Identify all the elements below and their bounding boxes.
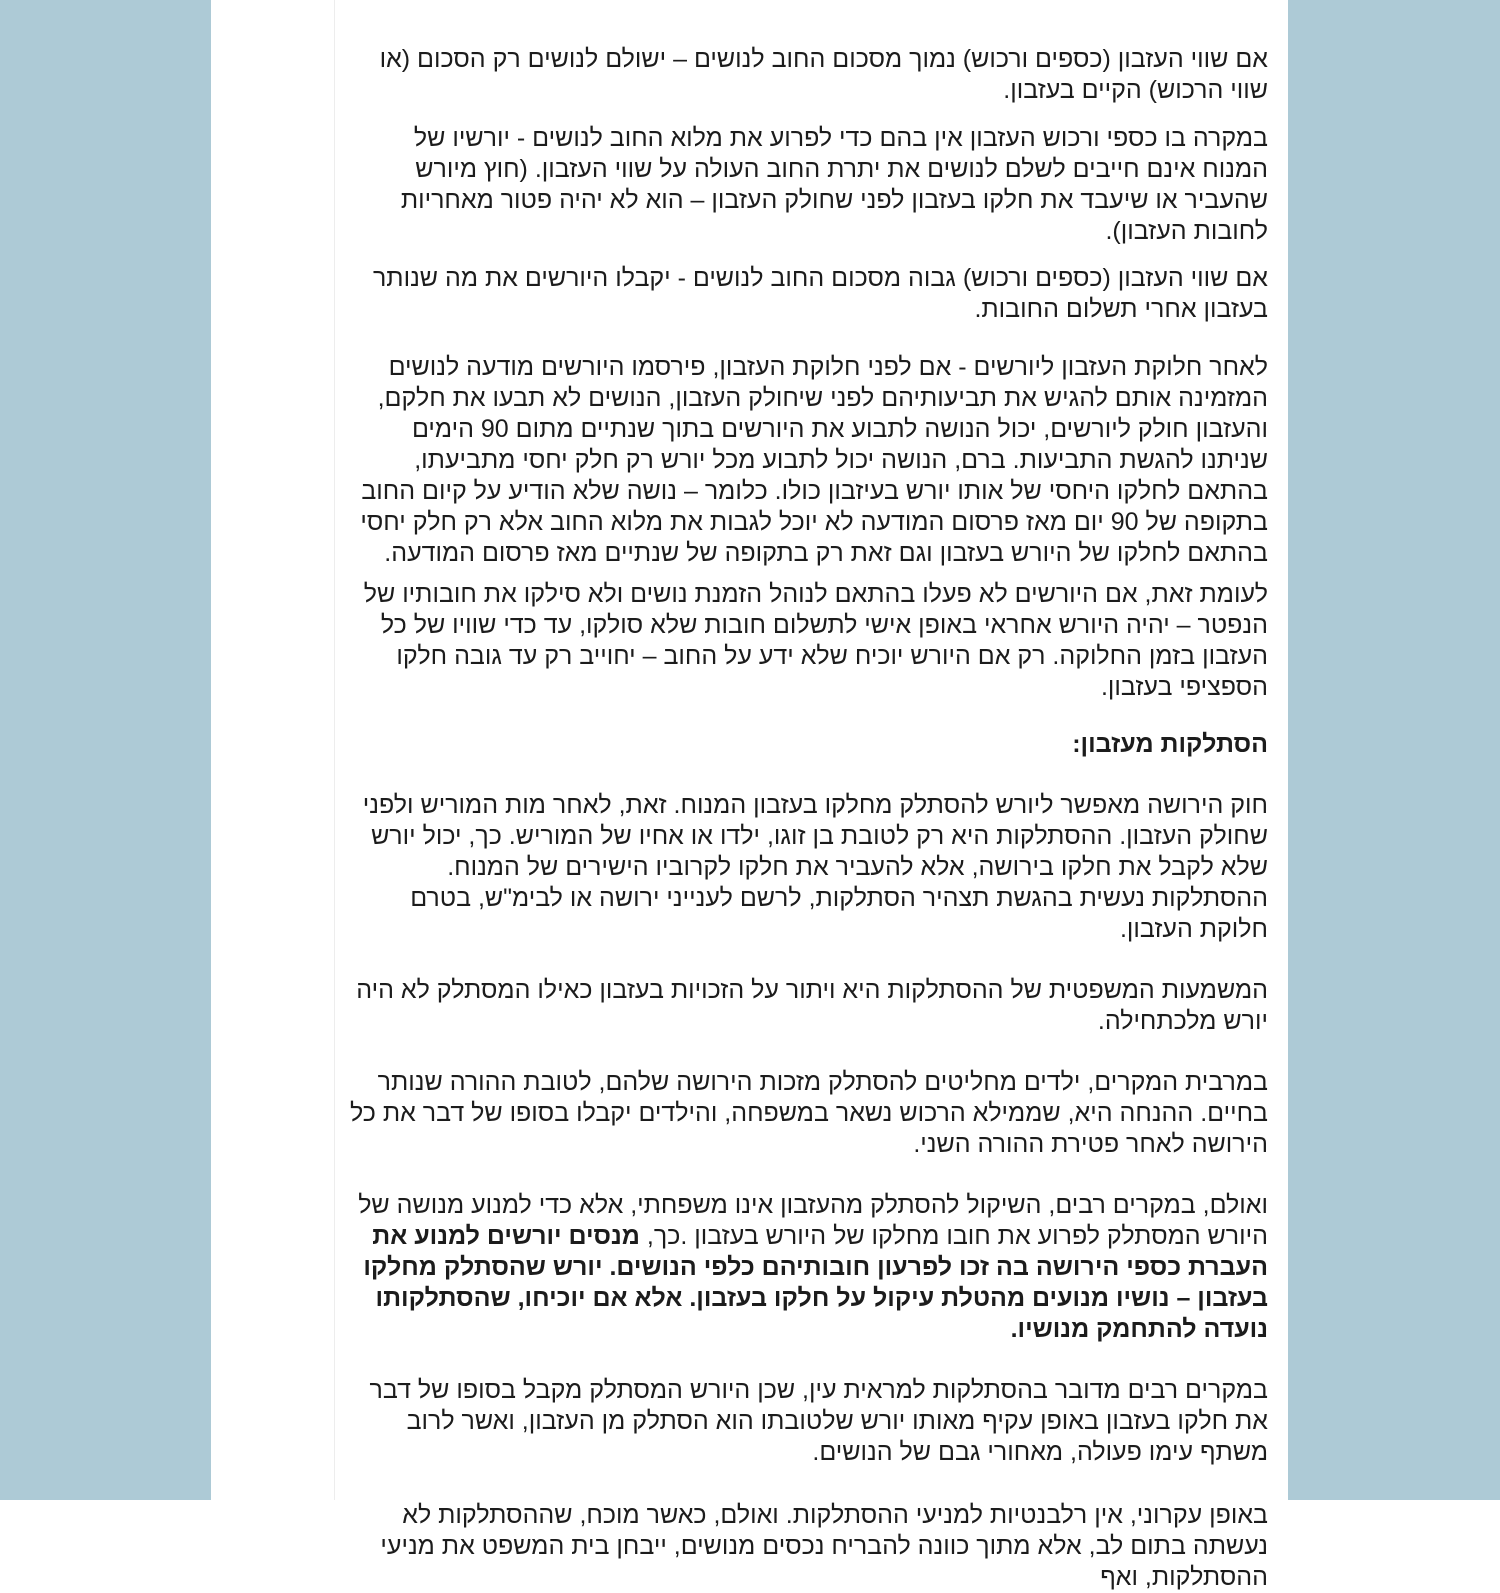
paragraph-legal-meaning: המשמעות המשפטית של ההסתלקות היא ויתור על הזכויות בעזבון כאילו המסתלק לא היה יורש מלכתחילה.	[356, 976, 1268, 1035]
paragraph-estate-value-high: אם שווי העזבון (כספים ורכוש) גבוה מסכום החוב לנושים - יקבלו היורשים את מה שנותר בעזבון אחרי תשלום החובות.	[372, 264, 1268, 323]
paragraph-sham-withdrawal: במקרים רבים מדובר בהסתלקות למראית עין, שכן היורש המסתלק מקבל בסופו של דבר את חלקו בעזבון באופן עקיף מאותו יורש שלטובתו הוא הסתלק מן העזבון, ואשר לרוב משתף עימו פעולה, מאחורי גבם של הנושים.	[369, 1376, 1268, 1466]
section-heading-withdrawal-from-estate: הסתלקות מעזבון:	[1072, 730, 1268, 758]
paragraph-estate-value-low: אם שווי העזבון (כספים ורכוש) נמוך מסכום החוב לנושים – ישולם לנושים רק הסכום (או שווי הרכוש) הקיים בעזבון.	[379, 45, 1268, 104]
paragraph-estate-insufficient: במקרה בו כספי ורכוש העזבון אין בהם כדי לפרוע את מלוא החוב לנושים - יורשיו של המנוח אינם חייבים לשלם לנושים את יתרת החוב העולה על שווי העזבון. (חוץ מיורש שהעביר או שיעבד את חלקו בעזבון לפני שחולק העזבון – הוא לא יהיה פטור מאחריות לחובות העזבון).	[400, 124, 1268, 245]
paragraph-children-withdraw: במרבית המקרים, ילדים מחליטים להסתלק מזכות הירושה שלהם, לטובת ההורה שנותר בחיים. ההנחה היא, שממילא הרכוש נשאר במשפחה, והילדים יקבלו בסופו של דבר את כל הירושה לאחר פטירת ההורה השני.	[350, 1068, 1268, 1158]
document-body	[345, 44, 1268, 1593]
paragraph-heirs-liability: לעומת זאת, אם היורשים לא פעלו בהתאם לנוהל הזמנת נושים ולא סילקו את חובותיו של הנפטר – יהיה היורש אחראי באופן אישי לתשלום חובות שלא סולקו, עד כדי שוויו של כל העזבון בזמן החלוקה. רק אם היורש יוכיח שלא ידע על החוב – יחוייב רק עד גובה חלקו הספציפי בעזבון.	[363, 580, 1268, 701]
paragraph-inheritance-law-withdrawal: חוק הירושה מאפשר ליורש להסתלק מחלקו בעזבון המנוח. זאת, לאחר מות המוריש ולפני שחולק העזבון. ההסתלקות היא רק לטובת בן זוגו, ילדו או אחיו של המוריש. כך, יכול יורש שלא לקבל את חלקו בירושה, אלא להעביר את חלקו לקרוביו הישירים של המנוח. ההסתלקות נעשית בהגשת תצהיר הסתלקות, לרשם לענייני ירושה או לבימ"ש, בטרם חלוקת העזבון.	[362, 791, 1268, 943]
paragraph-after-distribution: לאחר חלוקת העזבון ליורשים - אם לפני חלוקת העזבון, פירסמו היורשים מודעה לנושים המזמינה אותם להגיש את תביעותיהם לפני שיחולק העזבון, הנושים לא תבעו את חלקם, והעזבון חולק ליורשים, יכול הנושה לתבוע את היורשים בתוך שנתיים מתום 90 הימים שניתנו להגשת התביעות. ברם, הנושה יכול לתבוע מכל יורש רק חלק יחסי מתביעתו, בהתאם לחלקו היחסי של אותו יורש בעיזבון כולו. כלומר – נושה שלא הודיע על קיום החוב בתקופה של 90 יום מאז פרסום המודעה לא יוכל לגבות את מלוא החוב אלא רק חלק יחסי בהתאם לחלקו של היורש בעזבון וגם זאת רק בתקופה של שנתיים מאז פרסום המודעה.	[360, 353, 1268, 567]
paragraph-withdrawal-creditors	[345, 1190, 1268, 1345]
paragraph-withdrawal-motives: באופן עקרוני, אין רלבנטיות למניעי ההסתלקות. ואולם, כאשר מוכח, שההסתלקות לא נעשתה בתום לב, אלא מתוך כוונה להבריח נכסים מנושים, ייבחן בית המשפט את מניעי ההסתלקות, ואף	[380, 1501, 1268, 1591]
paragraph-withdrawal-creditors-regular-run: ואולם, במקרים רבים, השיקול להסתלק מהעזבון אינו משפחתי, אלא כדי למנוע מנושה של היורש המסתלק לפרוע את חובו מחלקו של היורש בעזבון .כך,	[358, 1191, 1268, 1250]
right-margin-band	[1288, 0, 1500, 1500]
paragraph-withdrawal-creditors-bold-run: מנסים יורשים למנוע את העברת כספי הירושה בה זכו לפרעון חובותיהם כלפי הנושים. יורש שהסתלק מחלקו בעזבון – נושיו מנועים מהטלת עיקול על חלקו בעזבון. אלא אם יוכיחו, שהסתלקותו נועדה להתחמק מנושיו.	[363, 1222, 1268, 1343]
page-edge-line	[334, 0, 335, 1500]
left-margin-band	[0, 0, 211, 1500]
